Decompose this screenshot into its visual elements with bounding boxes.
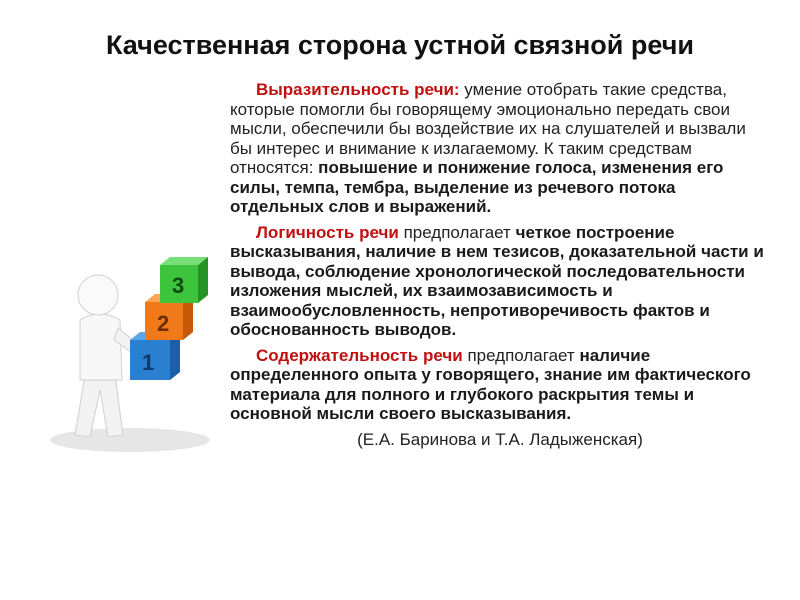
paragraph-expressiveness [230,80,770,217]
floor-shadow [50,428,210,452]
person-head [78,275,118,315]
person-legs [75,375,123,437]
person-with-numbered-blocks-illustration [40,240,240,460]
person-body [80,314,122,380]
definition-text: умение отобрать такие средства, которые помогли бы говорящему эмоционально передать свои мысли, обеспечили бы воздействие их на слушателей и вызвали бы интерес и внимание к излагаемому. К таким средствам относятся: [230,80,746,177]
block-3 [160,257,208,303]
content-text [230,80,770,449]
block-3-label: 3 [172,273,185,298]
term-expressiveness: Выразительность речи: [256,80,460,99]
citation: (Е.А. Баринова и Т.А. Ладыженская) [357,429,643,449]
paragraph-logic [230,223,770,340]
term-content: Содержательность речи [256,345,463,365]
definition-bold-text: четкое построение высказывания, наличие в нем тезисов, доказательной части и вывода, соблюдение хронологической последовательности изложения мыслей, их взаимозависимость и взаимообусловленность, непротиворечивость фактов и обоснованность выводов. [230,222,764,339]
definition-text: предполагает [398,222,516,242]
definition-bold-text: наличие определенного опыта у говорящего, знание им фактического материала для полного и глубокого раскрытия темы и основной мысли своего высказывания. [230,345,751,423]
paragraph-content [230,346,770,424]
term-logic: Логичность речи [256,222,399,242]
definition-text: предполагает [462,345,580,365]
slide-title: Качественная сторона устной связной речи [106,30,694,60]
definition-bold-text: повышение и понижение голоса, изменения его силы, темпа, тембра, выделение из речевого потока отдельных слов и выражений. [230,158,724,216]
block-1-label: 1 [142,350,155,375]
block-2-label: 2 [157,311,170,336]
